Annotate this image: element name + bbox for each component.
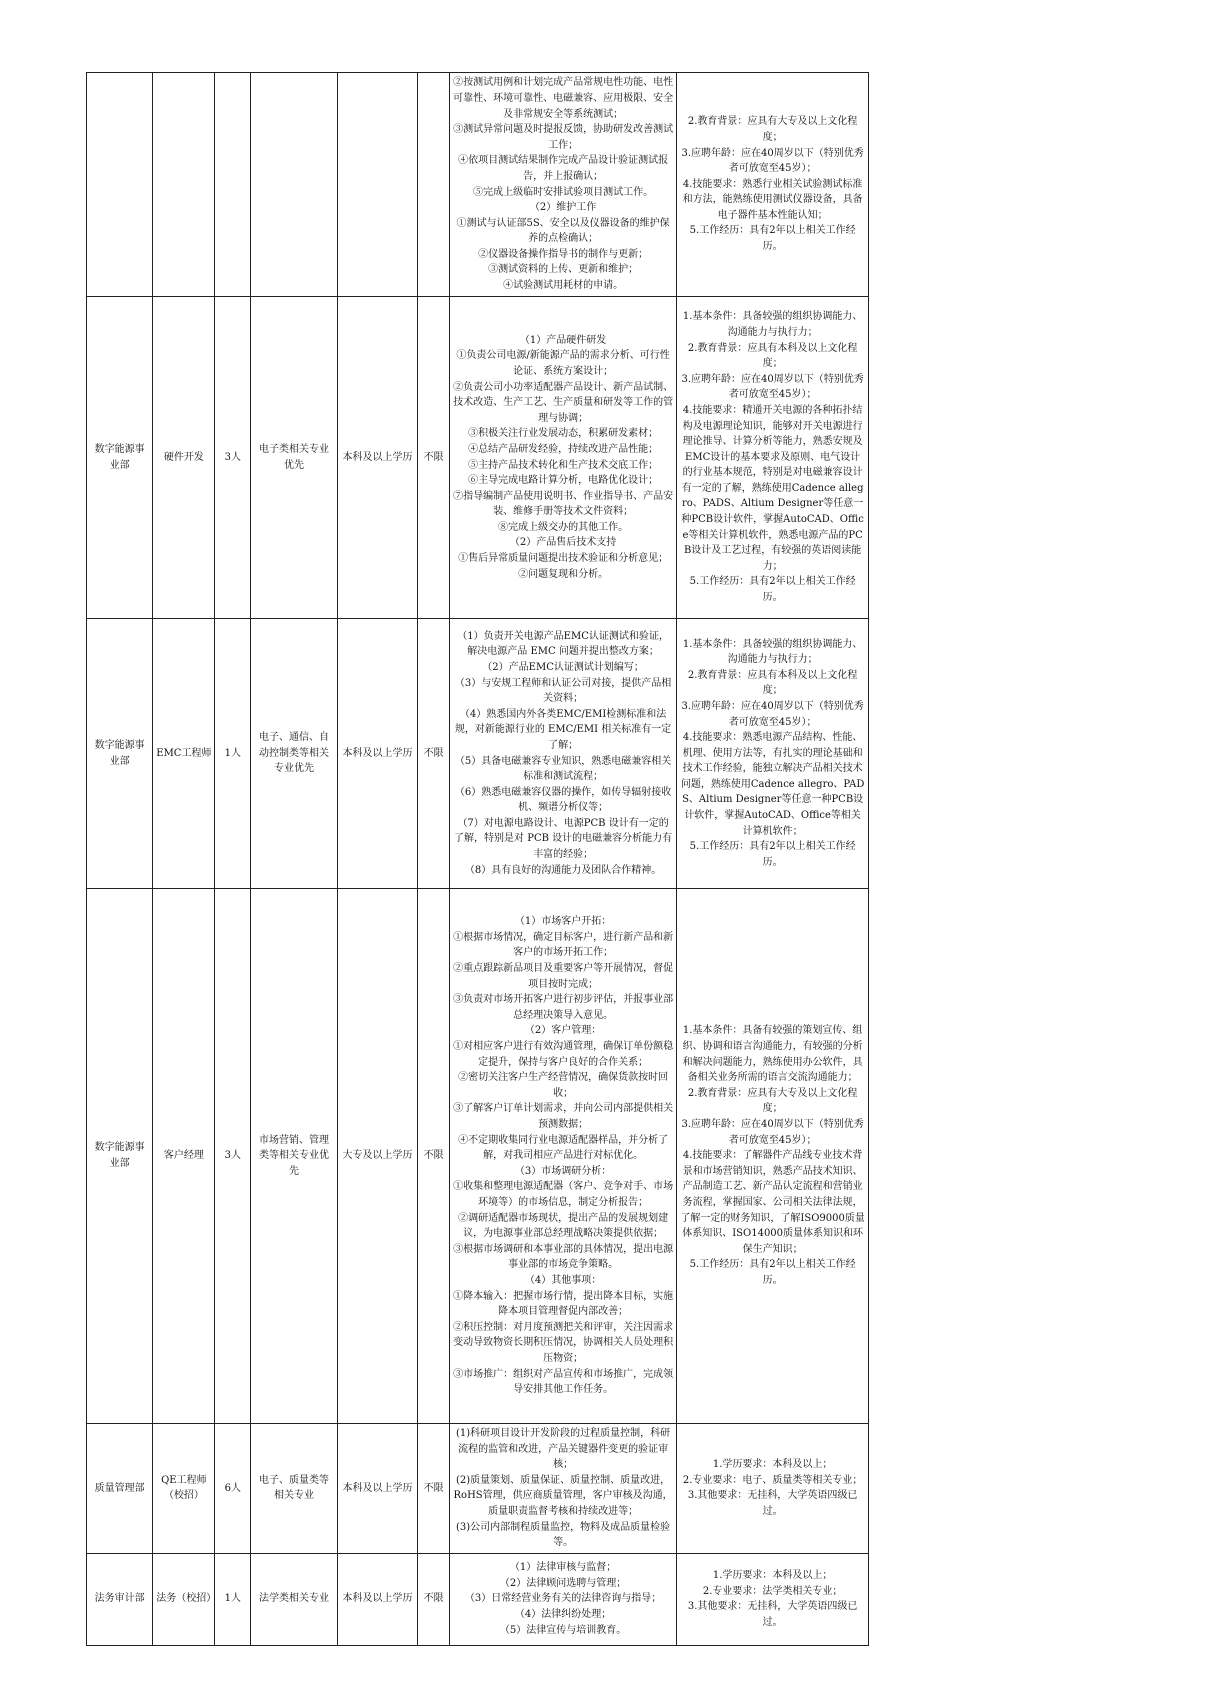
requirement-line: 2.专业要求：电子、质量类等相关专业； <box>682 1474 863 1486</box>
requirement-line: 1.学历要求：本科及以上； <box>712 1459 833 1471</box>
education-cell: 本科及以上学历 <box>337 297 418 619</box>
requirement-line: 1.基本条件：具备较强的组织协调能力、沟通能力与执行力； <box>682 638 863 666</box>
position-cell: EMC工程师 <box>153 619 215 889</box>
education-cell: 本科及以上学历 <box>337 1424 418 1554</box>
duty-line: ①对相应客户进行有效沟通管理，确保订单份额稳定提升，保持与客户良好的合作关系； <box>453 1041 674 1068</box>
duty-line: （3）日常经营业务有关的法律咨询与指导； <box>464 1593 662 1605</box>
requirement-line: 5.工作经历：具有2年以上相关工作经历。 <box>689 841 856 868</box>
dept-cell: 数字能源事业部 <box>87 619 153 889</box>
duties-cell <box>449 619 676 889</box>
major-cell: 电子、通信、自动控制类等相关专业优先 <box>251 619 338 889</box>
requirement-line: 3.其他要求：无挂科，大学英语四级已过。 <box>687 1490 858 1517</box>
requirements-cell <box>677 73 869 297</box>
duties-cell <box>449 1553 676 1645</box>
duty-line: （2）法律顾问选聘与管理； <box>499 1577 627 1589</box>
position-cell: 法务（校招） <box>153 1553 215 1645</box>
requirement-line: 5.工作经历：具有2年以上相关工作经历。 <box>689 225 856 253</box>
dept-cell: 法务审计部 <box>87 1553 153 1645</box>
duty-line: ①根据市场情况，确定目标客户，进行新产品和新客户的市场开拓工作； <box>453 931 674 959</box>
duty-line: （1）负责开关电源产品EMC认证测试和验证，解决电源产品 EMC 问题并提出整改方案； <box>457 630 669 658</box>
requirement-line: 3.应聘年龄：应在40周岁以下（特别优秀者可放宽至45岁）； <box>681 147 864 175</box>
duty-line: ①负责公司电源/新能源产品的需求分析、可行性论证、系统方案设计； <box>456 350 670 377</box>
duty-line: ③积极关注行业发展动态，积累研发素材； <box>468 428 659 440</box>
table-row <box>87 889 869 1424</box>
table-row <box>87 73 869 297</box>
recruitment-table <box>86 72 869 1646</box>
requirement-line: 2.教育背景：应具有本科及以上文化程度； <box>687 669 858 697</box>
requirement-line: 3.其他要求：无挂科，大学英语四级已过。 <box>687 1601 858 1628</box>
requirement-line: 2.专业要求：法学类相关专业； <box>702 1585 843 1597</box>
requirement-line: 4.技能要求：精通开关电源的各种拓扑结构及电源理论知识，能够对开关电源进行理论推导、计算分析等能力，熟悉安规及EMC设计的基本要求及原则、电气设计的行业基本规范，特别是对电磁兼容设计有一定的了解，熟练使用Cadence allegro、PADS、Altium Designer等任意一种PCB设计软件，掌握AutoCAD、Office等相关计算机软件，熟悉电源产品的PCB设计及工艺过程，有较强的英语阅读能力； <box>681 404 864 572</box>
major-cell: 电子类相关专业优先 <box>251 297 338 619</box>
duty-line: （7）对电源电路设计、电源PCB 设计有一定的了解，特别是对 PCB 设计的电磁兼容分析能力有丰富的经验； <box>454 817 673 861</box>
requirement-line: 5.工作经历：具有2年以上相关工作经历。 <box>689 1259 856 1286</box>
requirements-cell <box>677 889 869 1424</box>
duty-line: ②重点跟踪新品项目及重要客户等开展情况，督促项目按时完成； <box>453 963 674 990</box>
duty-line: ①收集和整理电源适配器（客户、竞争对手、市场环境等）的市场信息，制定分析报告； <box>453 1181 674 1208</box>
duties-cell <box>449 889 676 1424</box>
duty-line: ①测试与认证部5S、安全以及仪器设备的维护保养的点检确认； <box>456 217 670 245</box>
duty-line: ⑥主导完成电路计算分析，电路优化设计； <box>468 475 659 487</box>
requirement-line: 3.应聘年龄：应在40周岁以下（特别优秀者可放宽至45岁）； <box>681 373 864 401</box>
duties-cell <box>449 1424 676 1554</box>
headcount-cell: 6人 <box>215 1424 251 1554</box>
duty-line: （2）产品售后技术支持 <box>509 537 617 549</box>
requirements-cell <box>677 297 869 619</box>
age-cell: 不限 <box>418 297 450 619</box>
duty-line: ②调研适配器市场现状，提出产品的发展规划建议，为电源事业部总经理战略决策提供依据； <box>458 1212 669 1240</box>
age-cell: 不限 <box>418 889 450 1424</box>
duty-line: （3）与安规工程师和认证公司对接，提供产品相关资料； <box>454 677 672 705</box>
duty-line: （5）法律宣传与培训教育。 <box>499 1624 627 1636</box>
education-cell: 大专及以上学历 <box>337 889 418 1424</box>
duty-line: ②问题复现和分析。 <box>518 568 609 580</box>
duty-line: （1）市场客户开拓： <box>514 916 612 928</box>
recruitment-table-body <box>87 73 869 1646</box>
duty-line: ②密切关注客户生产经营情况，确保货款按时回收； <box>458 1072 669 1099</box>
duty-line: (3)公司内部制程质量监控，物料及成品质量检验等。 <box>456 1521 671 1549</box>
dept-cell: 数字能源事业部 <box>87 297 153 619</box>
dept-cell: 数字能源事业部 <box>87 889 153 1424</box>
duty-line: （1）法律审核与监督； <box>509 1562 617 1574</box>
requirement-line: 3.应聘年龄：应在40周岁以下（特别优秀者可放宽至45岁）； <box>681 700 864 728</box>
duty-line: （5）具备电磁兼容专业知识，熟悉电磁兼容相关标准和测试流程； <box>454 755 672 783</box>
age-cell: 不限 <box>418 619 450 889</box>
duty-line: ④试验测试用耗材的申请。 <box>503 280 624 292</box>
requirement-line: 2.教育背景：应具有本科及以上文化程度； <box>687 342 858 370</box>
duty-line: （4）其他事项： <box>524 1274 602 1286</box>
duty-line: ⑦指导编制产品使用说明书、作业指导书、产品安装、维修手册等技术文件资料； <box>453 490 674 518</box>
duty-line: ②负责公司小功率适配器产品设计、新产品试制、技术改造、生产工艺、生产质量和研发等工作的管理与协调； <box>453 381 674 424</box>
requirement-line: 4.技能要求：熟悉电源产品结构、性能、机理、使用方法等，有扎实的理论基础和技术工作经验，能独立解决产品相关技术问题，熟练使用Cadence allegro、PADS、Altium Designer等任意一种PCB设计软件，掌握AutoCAD、Office等相关计算机软件； <box>680 732 865 837</box>
education-cell <box>337 73 418 297</box>
duty-line: （6）熟悉电磁兼容仪器的操作，如传导辐射接收机、频谱分析仪等； <box>454 786 672 814</box>
duty-line: ③市场推广：组织对产品宣传和市场推广，完成领导安排其他工作任务。 <box>453 1368 674 1396</box>
duty-line: ②积压控制：对月度预测把关和评审，关注因需求变动导致物资长期积压情况，协调相关人员处理积压物资； <box>453 1321 674 1364</box>
requirement-line: 1.学历要求：本科及以上； <box>712 1570 833 1582</box>
headcount-cell: 3人 <box>215 297 251 619</box>
position-cell: 硬件开发 <box>153 297 215 619</box>
duty-line: ⑤完成上级临时安排试验项目测试工作。 <box>473 186 654 198</box>
duty-line: ③了解客户订单计划需求，并向公司内部提供相关预测数据； <box>453 1103 674 1131</box>
duty-line: （8）具有良好的沟通能力及团队合作精神。 <box>464 864 662 876</box>
duty-line: （2）维护工作 <box>529 202 597 214</box>
major-cell: 电子、质量类等相关专业 <box>251 1424 338 1554</box>
requirement-line: 2.教育背景：应具有大专及以上文化程度； <box>687 116 858 143</box>
duty-line: ③测试资料的上传、更新和维护； <box>488 264 639 276</box>
duty-line: ④总结产品研发经验，持续改进产品性能； <box>468 443 659 455</box>
duty-line: ②按测试用例和计划完成产品常规电性功能、电性可靠性、环境可靠性、电磁兼容、应用极限、安全及非常规安全等系统测试； <box>453 77 674 120</box>
age-cell: 不限 <box>418 1553 450 1645</box>
duty-line: ②仪器设备操作指导书的制作与更新； <box>478 248 649 260</box>
headcount-cell <box>215 73 251 297</box>
duty-line: ⑤主持产品技术转化和生产技术交底工作； <box>468 459 659 471</box>
education-cell: 本科及以上学历 <box>337 1553 418 1645</box>
position-cell: QE工程师（校招） <box>153 1424 215 1554</box>
duty-line: (2)质量策划、质量保证、质量控制、质量改进，RoHS管理，供应商质量管理，客户审核及沟通，质量职责监督考核和持续改进等； <box>453 1474 673 1517</box>
duty-line: ④依项目测试结果制作完成产品设计验证测试报告，并上报确认； <box>458 155 669 182</box>
dept-cell <box>87 73 153 297</box>
headcount-cell: 1人 <box>215 619 251 889</box>
position-cell <box>153 73 215 297</box>
major-cell: 市场营销、管理类等相关专业优先 <box>251 889 338 1424</box>
duty-line: ①售后异常质量问题提出技术验证和分析意见； <box>458 553 669 565</box>
duty-line: （4）法律纠纷处理； <box>514 1609 612 1621</box>
duties-cell <box>449 297 676 619</box>
duty-line: （3）市场调研分析： <box>514 1165 612 1177</box>
requirement-line: 4.技能要求：熟悉行业相关试验测试标准和方法，能熟练使用测试仪器设备，具备电子器件基本性能认知； <box>682 178 863 221</box>
headcount-cell: 1人 <box>215 1553 251 1645</box>
headcount-cell: 3人 <box>215 889 251 1424</box>
position-cell: 客户经理 <box>153 889 215 1424</box>
requirement-line: 2.教育背景：应具有大专及以上文化程度； <box>687 1087 858 1115</box>
duty-line: ③负责对市场开拓客户进行初步评估，并报事业部总经理决策导入意见。 <box>453 994 674 1021</box>
requirement-line: 4.技能要求：了解器件产品线专业技术背景和市场营销知识，熟悉产品技术知识、产品制造工艺、新产品认定流程和营销业务流程，掌握国家、公司相关法律法规，了解一定的财务知识，了解ISO9000质量体系知识、ISO14000质量体系知识和环保生产知识； <box>680 1150 865 1255</box>
duty-line: ⑧完成上级交办的其他工作。 <box>498 521 629 533</box>
duty-line: （2）产品EMC认证测试计划编写； <box>482 661 644 673</box>
requirement-line: 1.基本条件：具备有较强的策划宣传、组织、协调和语言沟通能力，有较强的分析和解决问题能力，熟练使用办公软件，具备相关业务所需的语言交流沟通能力； <box>682 1025 863 1084</box>
education-cell: 本科及以上学历 <box>337 619 418 889</box>
duties-cell <box>449 73 676 297</box>
age-cell: 不限 <box>418 1424 450 1554</box>
duty-line: （4）熟悉国内外各类EMC/EMI检测标准和法规，对新能源行业的 EMC/EMI 相关标准有一定了解； <box>454 708 672 751</box>
duty-line: (1)科研项目设计开发阶段的过程质量控制，科研流程的监管和改进，产品关键器件变更的验证审核； <box>456 1428 671 1471</box>
duty-line: ③测试异常问题及时提报反馈，协助研发改善测试工作； <box>453 124 674 151</box>
duty-line: ③根据市场调研和本事业部的具体情况，提出电源事业部的市场竞争策略。 <box>453 1243 674 1271</box>
table-row <box>87 619 869 889</box>
requirement-line: 3.应聘年龄：应在40周岁以下（特别优秀者可放宽至45岁）； <box>681 1119 864 1146</box>
table-row <box>87 1424 869 1554</box>
major-cell <box>251 73 338 297</box>
requirements-cell <box>677 1424 869 1554</box>
table-row <box>87 297 869 619</box>
dept-cell: 质量管理部 <box>87 1424 153 1554</box>
duty-line: （2）客户管理： <box>524 1025 602 1037</box>
requirements-cell <box>677 1553 869 1645</box>
requirement-line: 5.工作经历：具有2年以上相关工作经历。 <box>689 576 856 604</box>
requirement-line: 1.基本条件：具备较强的组织协调能力、沟通能力与执行力； <box>682 311 863 338</box>
duty-line: ①降本输入：把握市场行情，提出降本目标，实施降本项目管理督促内部改善； <box>453 1290 674 1318</box>
major-cell: 法学类相关专业 <box>251 1553 338 1645</box>
table-row <box>87 1553 869 1645</box>
duty-line: ④不定期收集同行业电源适配器样品，并分析了解，对我司相应产品进行对标优化。 <box>458 1134 669 1162</box>
duty-line: （1）产品硬件研发 <box>519 334 607 346</box>
requirements-cell <box>677 619 869 889</box>
age-cell <box>418 73 450 297</box>
